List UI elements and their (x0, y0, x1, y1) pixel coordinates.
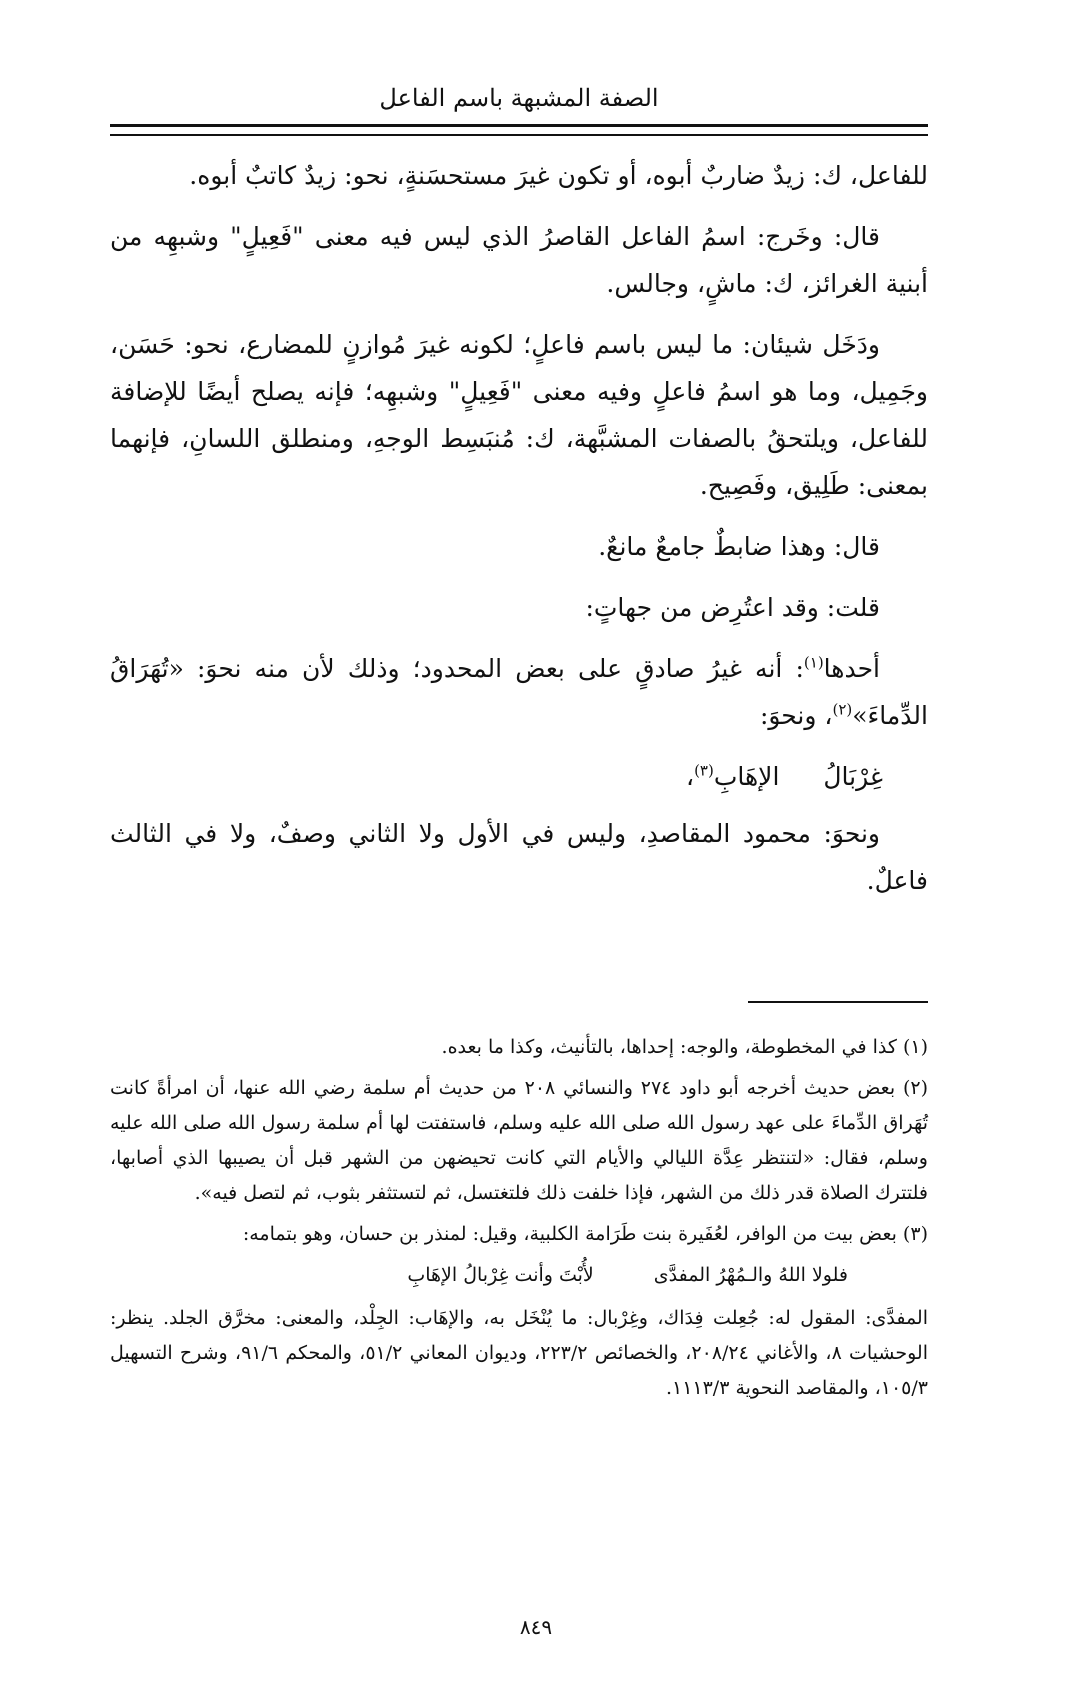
footnote-1: (١) كذا في المخطوطة، والوجه: إحداها، بالتأنيث، وكذا ما بعده. (441, 1036, 928, 1058)
paragraph-6-middle: : أنه غيرُ صادقٍ على بعض المحدود؛ وذلك لأن منه نحوَ: «تُهَرَاقُ الدِّماءَ» (110, 654, 928, 730)
verse-word-1: غِرْبَالُ (823, 762, 883, 791)
verse-comma: ، (685, 762, 695, 791)
verse-hemistich-1: فلولا اللهُ والـمُهْرُ المفدَّى (653, 1264, 848, 1286)
paragraph-6-start: أحدها (823, 654, 880, 683)
paragraph-1: للفاعل، ك: زيدٌ ضاربٌ أبوه، أو تكون غيرَ مستحسَنةٍ، نحو: زيدٌ كاتبٌ أبوه. (189, 161, 928, 190)
footnotes (110, 1030, 928, 1412)
footnote-3: (٣) بعض بيت من الوافر، لعُفَيرة بنت طَرَامة الكلبية، وقيل: لمنذر بن حسان، وهو بتمامه: (242, 1223, 928, 1245)
paragraph-3: ودَخَل شيئان: ما ليس باسم فاعلٍ؛ لكونه غيرَ مُوازنٍ للمضارع، نحو: حَسَن، وجَمِيل، وما هو اسمُ فاعلٍ وفيه معنى "فَعِيلٍ" وشبهِه؛ فإنه يصلح أيضًا للإضافة للفاعل، ويلتحقُ بالصفات المشبَّهة، ك: مُنبَسِط الوجهِ، ومنطلق اللسانِ، فإنهما بمعنى: طَلِيق، وفَصِيح. (110, 330, 928, 500)
footnote-3-continuation: المفدَّى: المقول له: جُعِلت فِدَاك، وغِرْبال: ما يُنْخَل به، والإهَاب: الجِلْد، والمعنى: مخرَّق الجلد. ينظر: الوحشيات ٨، والأغاني ٢٠٨/٢٤، والخصائص ٢٢٣/٢، وديوان المعاني ٥١/٢، والمحكم ٩١/٦، وشرح التسهيل ١٠٥/٣، والمقاصد النحوية ١١١٣/٣. (110, 1307, 928, 1399)
paragraph-5: قلت: وقد اعتُرِض من جهاتٍ: (585, 593, 880, 622)
verse-word-2: الإهَابِ (713, 762, 780, 791)
page-number: ٨٤٩ (519, 1615, 553, 1639)
header-rule-thin (110, 134, 928, 136)
footnote-ref-2: (٢) (832, 700, 853, 719)
paragraph-2: قال: وخَرج: اسمُ الفاعل القاصرُ الذي ليس فيه معنى "فَعِيلٍ" وشبهِه من أبنية الغرائز، ك: ماشٍ، وجالس. (110, 222, 928, 298)
running-header-title: الصفة المشبهة باسم الفاعل (379, 84, 659, 112)
footnote-2: (٢) بعض حديث أخرجه أبو داود ٢٧٤ والنسائي ٢٠٨ من حديث أم سلمة رضي الله عنها، أن امرأةً كانت تُهَراق الدِّماءَ على عهد رسول الله صلى الله عليه وسلم، فاستفتت لها أم سلمة رسول الله صلى الله عليه وسلم، فقال: «لتنتظر عِدَّة الليالي والأيام التي كانت تحيضهن من الشهر قبل أن يصيبها الذي أصابها، فلتترك الصلاة قدر ذلك من الشهر، فإذا خلفت ذلك فلتغتسل، ثم لتستثفر بثوب، ثم لتصل فيه». (110, 1077, 929, 1204)
paragraph-4: قال: وهذا ضابطٌ جامعٌ مانعٌ. (598, 532, 880, 561)
header-rule-thick (110, 124, 928, 127)
verse-hemistich-2: لأُبْتَ وأنت غِرْبالُ الإهَابِ (407, 1264, 594, 1286)
footnote-ref-1: (١) (803, 653, 824, 672)
footnote-3-verse (110, 1258, 928, 1293)
paragraph-6 (110, 645, 928, 739)
footnote-ref-3: (٣) (694, 761, 714, 780)
main-text (110, 152, 928, 918)
verse-quote (110, 753, 928, 800)
footnote-separator (748, 1001, 928, 1003)
paragraph-6-end: ، ونحوَ: (759, 701, 833, 730)
paragraph-7: ونحوَ: محمود المقاصدِ، وليس في الأول ولا الثاني وصفٌ، ولا في الثالث فاعلٌ. (110, 819, 928, 895)
